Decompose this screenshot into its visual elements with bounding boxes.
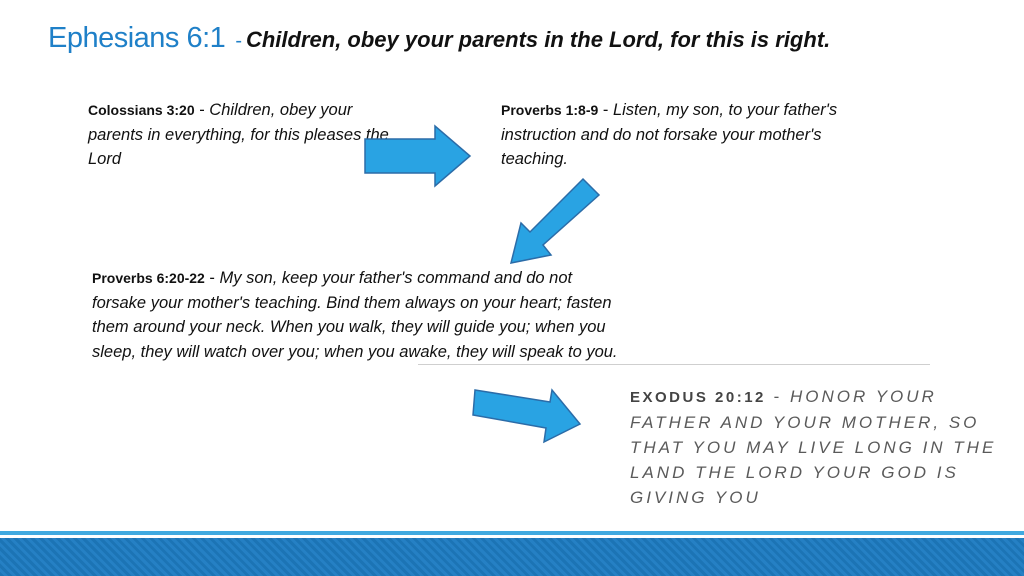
verse-separator: - (204, 269, 220, 287)
verse-text: Children, obey your parents in everything, for this pleases the Lord (88, 101, 389, 168)
footer-band (0, 538, 1024, 576)
verse-proverbs-6 (92, 266, 622, 364)
verse-reference: Proverbs 1:8-9 (501, 102, 599, 118)
verse-text: Listen, my son, to your father's instruction and do not forsake your mother's teaching. (501, 101, 838, 168)
verse-reference: Colossians 3:20 (88, 102, 195, 118)
verse-exodus (630, 384, 1000, 510)
verse-text: My son, keep your father's command and do not forsake your mother's teaching. Bind them always on your heart; fasten them around your neck. When you walk, they will guide you; when you sleep, they will watch over you; when you awake, they will speak to you. (92, 269, 618, 361)
arrow-right-icon (360, 122, 475, 190)
divider-line (418, 364, 930, 365)
title-separator: - (235, 30, 242, 52)
verse-reference: EXODUS 20:12 (630, 389, 766, 406)
verse-reference: Proverbs 6:20-22 (92, 270, 205, 286)
verse-text: HONOR YOUR FATHER AND YOUR MOTHER, SO THAT YOU MAY LIVE LONG IN THE LAND THE LORD YOUR GOD IS GIVING YOU (630, 387, 997, 507)
verse-colossians (88, 98, 398, 172)
verse-proverbs-1 (501, 98, 841, 172)
verse-separator: - (765, 387, 790, 406)
title-verse-text: Children, obey your parents in the Lord, for this is right. (245, 27, 831, 52)
verse-separator: - (598, 101, 613, 119)
title-reference: Ephesians 6:1 (48, 22, 226, 54)
arrow-right-icon (470, 382, 585, 448)
footer-accent-line (0, 531, 1024, 535)
arrow-down-left-icon (505, 175, 605, 270)
verse-separator: - (194, 101, 210, 119)
slide-title (48, 22, 830, 55)
